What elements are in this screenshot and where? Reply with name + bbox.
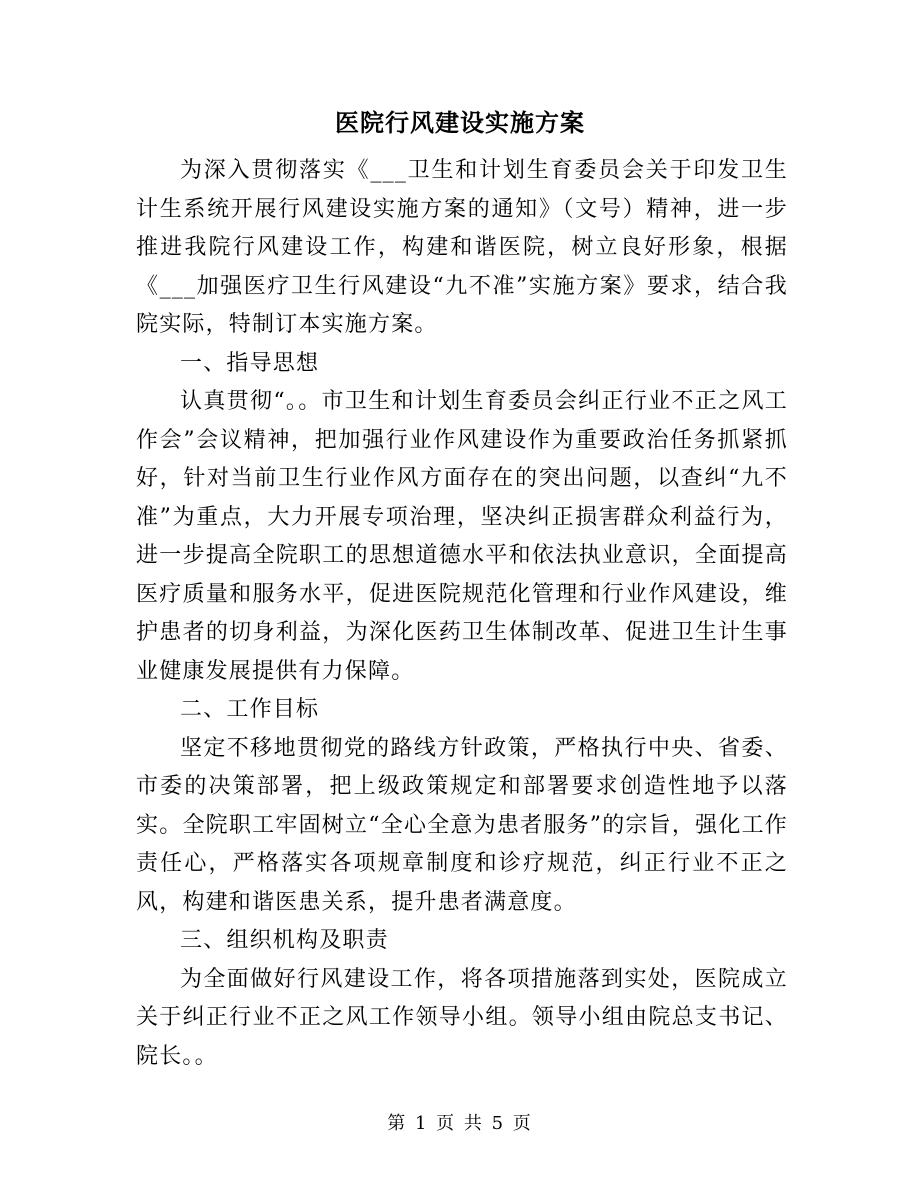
intro-paragraph: 为深入贯彻落实《___卫生和计划生育委员会关于印发卫生计生系统开展行风建设实施方案的通知》（文号）精神，进一步推进我院行风建设工作，构建和谐医院，树立良好形象，根据《___加强医疗卫生行风建设“九不准”实施方案》要求，结合我院实际，特制订本实施方案。	[136, 158, 788, 337]
page-number-footer: 第 1 页 共 5 页	[387, 1113, 533, 1134]
section-heading-organization: 三、组织机构及职责	[180, 928, 389, 953]
organization-paragraph: 为全面做好行风建设工作，将各项措施落到实处，医院成立关于纠正行业不正之风工作领导小组。领导小组由院总支书记、院长。。	[136, 966, 788, 1069]
document-title: 医院行风建设实施方案	[335, 108, 585, 137]
section-heading-work-goals: 二、工作目标	[180, 697, 320, 722]
guiding-ideology-paragraph: 认真贯彻“。。市卫生和计划生育委员会纠正行业不正之风工作会”会议精神，把加强行业作风建设作为重要政治任务抓紧抓好，针对当前卫生行业作风方面存在的突出问题，以查纠“九不准”为重点，大力开展专项治理，坚决纠正损害群众利益行为，进一步提高全院职工的思想道德水平和依法执业意识，全面提高医疗质量和服务水平，促进医院规范化管理和行业作风建设，维护患者的切身利益，为深化医药卫生体制改革、促进卫生计生事业健康发展提供有力保障。	[136, 389, 788, 684]
section-heading-guiding-ideology: 一、指导思想	[180, 350, 320, 376]
work-goals-paragraph: 坚定不移地贯彻党的路线方针政策，严格执行中央、省委、市委的决策部署，把上级政策规定和部署要求创造性地予以落实。全院职工牢固树立“全心全意为患者服务”的宗旨，强化工作责任心，严格落实各项规章制度和诊疗规范，纠正行业不正之风，构建和谐医患关系，提升患者满意度。	[136, 735, 788, 915]
document-body	[136, 152, 788, 1076]
